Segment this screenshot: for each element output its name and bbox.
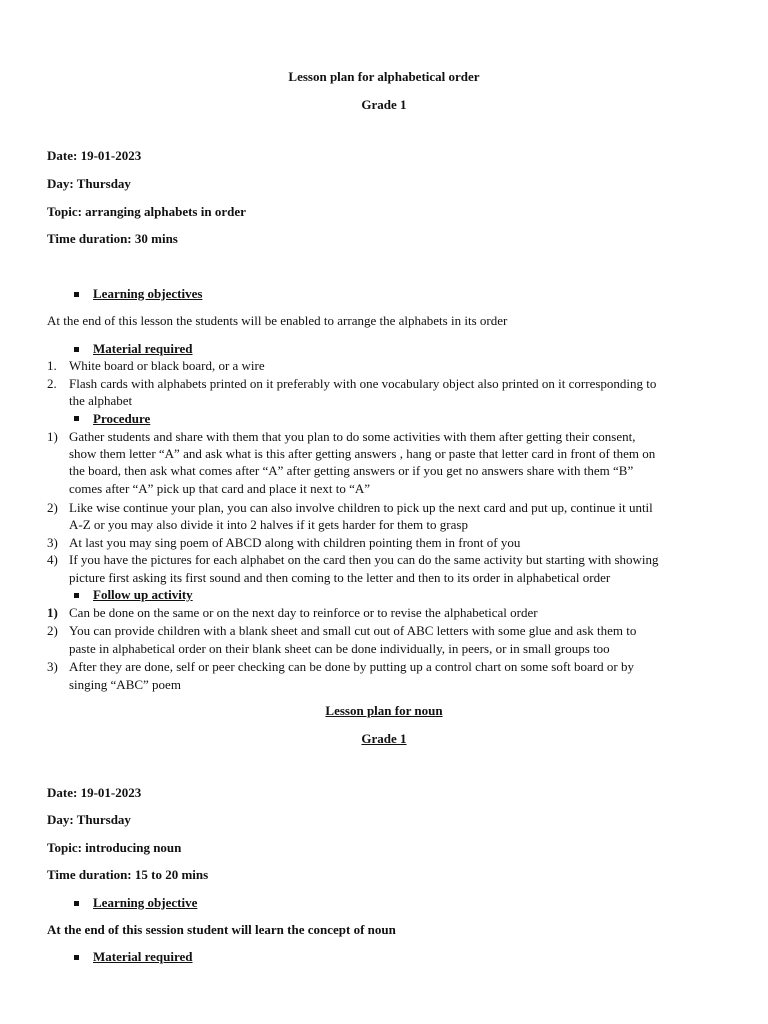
list-number: 2) — [47, 500, 58, 515]
bullet-icon — [74, 292, 79, 297]
list-item-line: Like wise continue your plan, you can also involve children to pick up the next card and put up, continue it until — [69, 500, 653, 515]
list-item-line: paste in alphabetical order on their blank sheet can be done individually, in peers, or in small groups too — [69, 641, 610, 656]
list-number: 4) — [47, 552, 58, 567]
list-item-line: picture first asking its first sound and then coming to the letter and then to its order in alphabetical order — [69, 570, 611, 585]
bullet-icon — [74, 347, 79, 352]
lesson2-material-heading: Material required — [93, 949, 193, 964]
list-item-line: Can be done on the same or on the next day to reinforce or to revise the alphabetical order — [69, 605, 538, 620]
lesson2-day: Day: Thursday — [47, 812, 131, 827]
list-number: 2) — [47, 623, 58, 638]
lesson1-time: Time duration: 30 mins — [47, 231, 178, 246]
list-number: 1. — [47, 358, 57, 373]
list-item-line: You can provide children with a blank sheet and small cut out of ABC letters with some glue and ask them to — [69, 623, 637, 638]
list-item-line: Gather students and share with them that you plan to do some activities with them after getting their consent, — [69, 429, 636, 444]
list-item-line: the board, then ask what comes after “A” after getting answers or if you get no answers share with them “B” — [69, 463, 634, 478]
list-item-line: show them letter “A” and ask what is this after getting answers , hang or paste that letter card in front of them on — [69, 446, 656, 461]
lesson1-procedure-heading: Procedure — [93, 411, 151, 426]
lesson1-material-heading: Material required — [93, 341, 193, 356]
list-item-line: comes after “A” pick up that card and place it next to “A” — [69, 481, 371, 496]
lesson1-objectives-heading: Learning objectives — [93, 286, 203, 301]
lesson1-objectives-text: At the end of this lesson the students will be enabled to arrange the alphabets in its order — [47, 313, 508, 328]
list-item-line: White board or black board, or a wire — [69, 358, 265, 373]
lesson2-title: Lesson plan for noun — [325, 703, 443, 718]
lesson1-date: Date: 19-01-2023 — [47, 148, 142, 163]
list-number: 3) — [47, 659, 58, 674]
bullet-icon — [74, 901, 79, 906]
bullet-icon — [74, 593, 79, 598]
list-number: 1) — [47, 429, 58, 444]
lesson1-title: Lesson plan for alphabetical order — [288, 69, 480, 84]
lesson2-topic: Topic: introducing noun — [47, 840, 182, 855]
lesson1-followup-heading: Follow up activity — [93, 587, 193, 602]
list-item-line: Flash cards with alphabets printed on it preferably with one vocabulary object also printed on it corresponding to — [69, 376, 657, 391]
lesson2-objective-text: At the end of this session student will learn the concept of noun — [47, 922, 396, 937]
list-item-line: At last you may sing poem of ABCD along with children pointing them in front of you — [69, 535, 521, 550]
lesson1-topic: Topic: arranging alphabets in order — [47, 204, 246, 219]
list-item-line: If you have the pictures for each alphabet on the card then you can do the same activity but starting with showing — [69, 552, 659, 567]
lesson1-day: Day: Thursday — [47, 176, 131, 191]
lesson2-grade: Grade 1 — [361, 731, 407, 746]
list-number: 2. — [47, 376, 57, 391]
lesson2-date: Date: 19-01-2023 — [47, 785, 142, 800]
list-number: 1) — [47, 605, 58, 620]
list-number: 3) — [47, 535, 58, 550]
list-item-line: A-Z or you may also divide it into 2 halves if it gets harder for them to grasp — [69, 517, 468, 532]
bullet-icon — [74, 416, 79, 421]
list-item-line: After they are done, self or peer checking can be done by putting up a control chart on some soft board or by — [69, 659, 634, 674]
list-item-line: singing “ABC” poem — [69, 677, 181, 692]
lesson2-objective-heading: Learning objective — [93, 895, 198, 910]
lesson1-grade: Grade 1 — [361, 97, 407, 112]
lesson2-time: Time duration: 15 to 20 mins — [47, 867, 209, 882]
bullet-icon — [74, 955, 79, 960]
list-item-line: the alphabet — [69, 393, 133, 408]
